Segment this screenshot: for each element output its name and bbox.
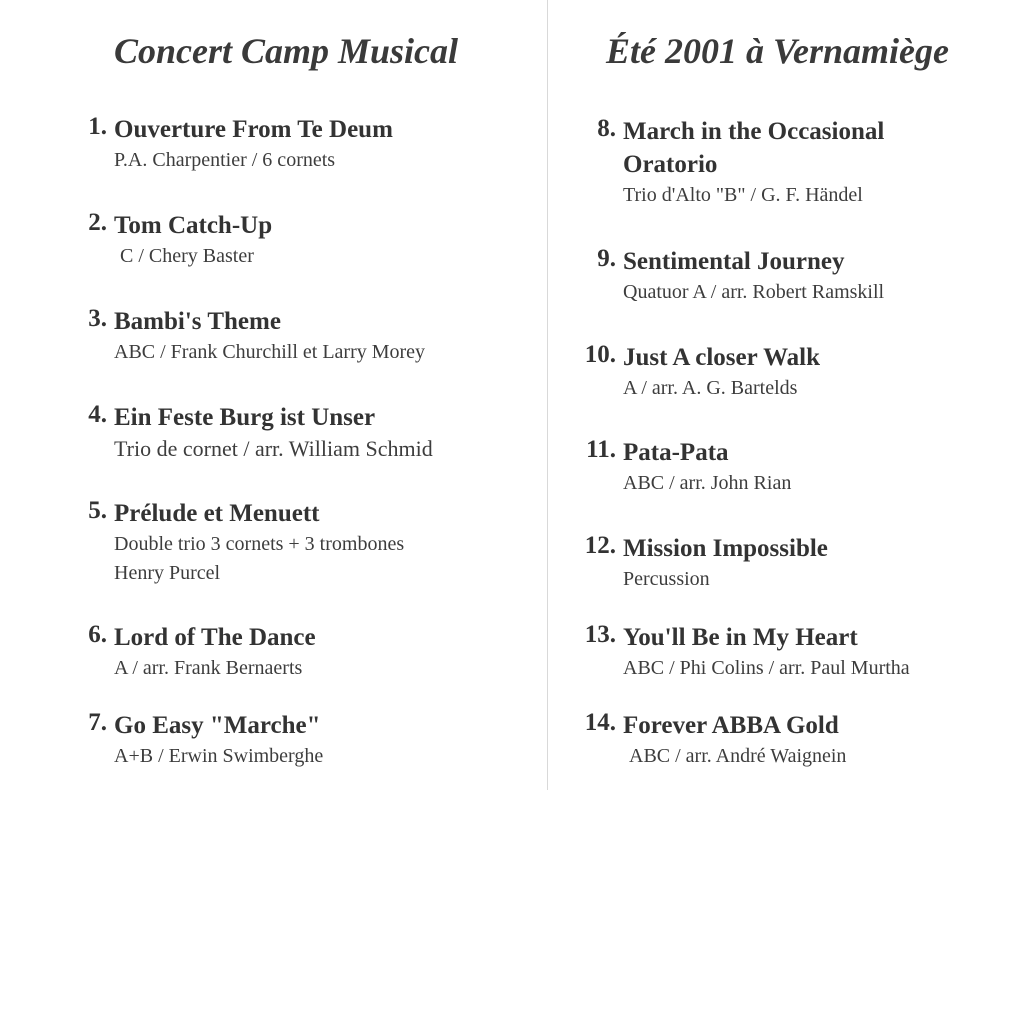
track-credit: C / Chery Baster [120,245,254,267]
track-item [576,245,884,307]
track-credit: Quatuor A / arr. Robert Ramskill [623,281,885,303]
track-title: Just A closer Walk [623,344,821,371]
track-item [67,401,433,463]
track-credit: ABC / arr. John Rian [623,472,792,494]
track-title: You'll Be in My Heart [623,624,858,651]
track-number: 13. [584,621,616,648]
track-number: 9. [597,245,616,272]
track-title: Pata-Pata [623,439,729,466]
track-number: 8. [597,115,616,142]
track-title-line: Oratorio [623,151,718,178]
track-credit: Percussion [623,568,710,590]
track-number: 5. [88,497,107,524]
track-item [67,113,393,175]
track-number: 7. [88,709,107,736]
track-item [67,209,272,271]
track-credit: A+B / Erwin Swimberghe [114,745,324,767]
track-credit: Henry Purcel [114,562,221,584]
track-number: 6. [88,621,107,648]
track-title-line: March in the Occasional [623,118,885,145]
track-item [576,532,828,594]
track-number: 12. [584,532,616,559]
track-item [576,621,910,683]
track-number: 3. [88,305,107,332]
track-title: Mission Impossible [623,535,828,562]
track-number: 11. [586,436,616,463]
track-title: Lord of The Dance [114,624,316,651]
track-credit: A / arr. A. G. Bartelds [623,377,798,399]
track-title: Go Easy "Marche" [114,712,321,739]
column-divider [547,0,548,790]
track-credit: ABC / Frank Churchill et Larry Morey [114,341,426,363]
track-title: Bambi's Theme [114,308,281,335]
track-item [576,436,791,498]
track-item [67,305,425,367]
track-credit: ABC / Phi Colins / arr. Paul Murtha [623,657,910,679]
track-credit: Trio d'Alto "B" / G. F. Händel [623,184,863,206]
track-item [67,497,404,588]
track-credit: Double trio 3 cornets + 3 trombones [114,533,405,555]
track-title: Prélude et Menuett [114,500,320,527]
track-credit: P.A. Charpentier / 6 cornets [114,149,336,171]
track-item [576,115,884,210]
track-number: 4. [88,401,107,428]
track-title: Ein Feste Burg ist Unser [114,404,376,431]
track-title: Forever ABBA Gold [623,712,839,739]
track-credit: Trio de cornet / arr. William Schmid [114,436,433,461]
track-number: 2. [88,209,107,236]
track-title: Ouverture From Te Deum [114,116,393,143]
track-title: Sentimental Journey [623,248,845,275]
track-number: 10. [584,341,616,368]
track-item [576,709,846,771]
track-number: 14. [584,709,616,736]
track-credit: ABC / arr. André Waignein [629,745,847,767]
track-credit: A / arr. Frank Bernaerts [114,657,303,679]
left-title: Concert Camp Musical [114,31,459,71]
track-item [67,621,316,683]
track-item [67,709,323,771]
track-item [576,341,820,403]
track-title: Tom Catch-Up [114,212,273,239]
track-number: 1. [88,113,107,140]
right-title: Été 2001 à Vernamiège [606,31,949,71]
